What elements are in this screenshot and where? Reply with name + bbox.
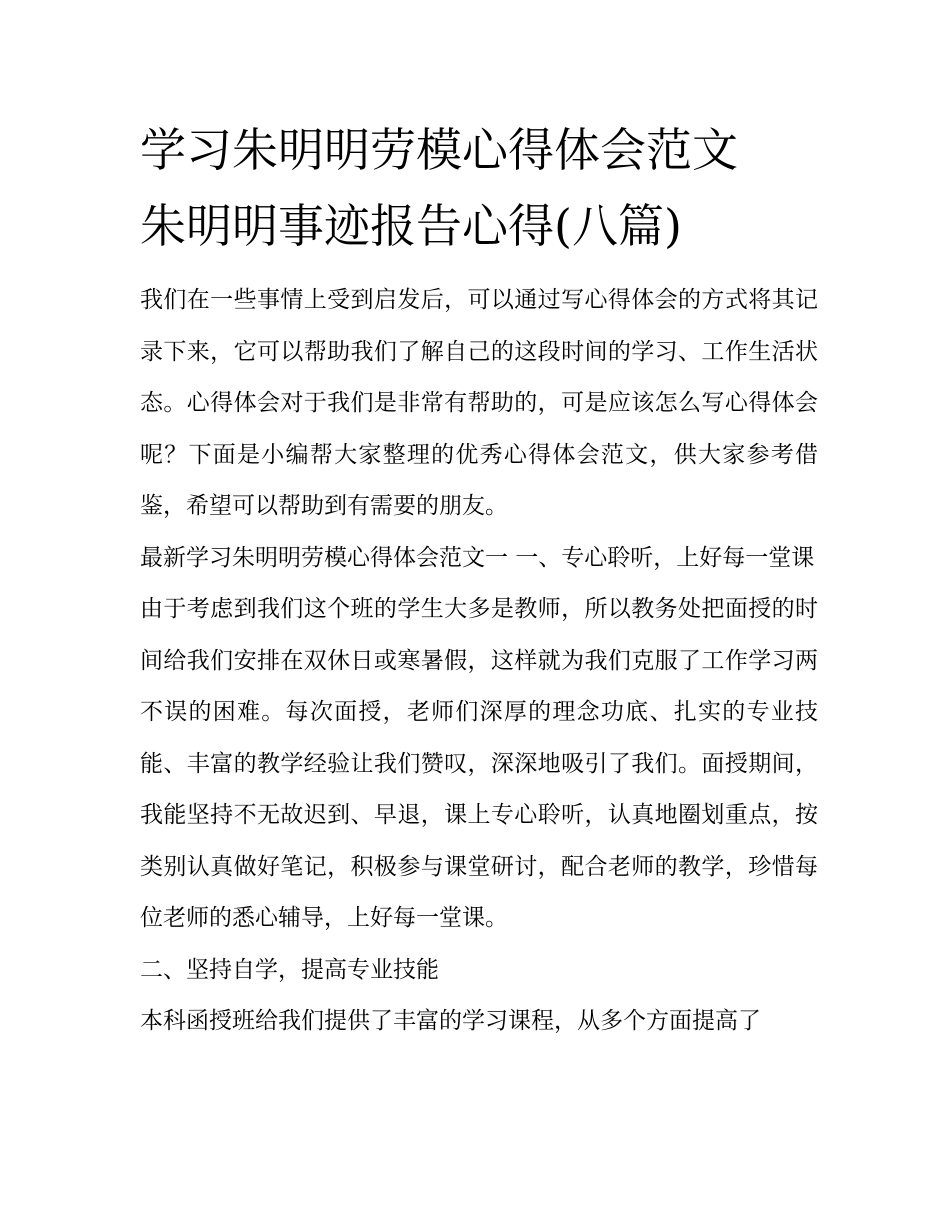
paragraph-section-1: 由于考虑到我们这个班的学生大多是教师，所以教务处把面授的时间给我们安排在双休日或寒暑假，这样就为我们克服了工作学习两不误的困难。每次面授，老师们深厚的理念功底、扎实的专业技能、丰富的教学经验让我们赞叹，深深地吸引了我们。面授期间，我能坚持不无故迟到、早退，课上专心聆听，认真地圈划重点，按类别认真做好笔记，积极参与课堂研讨，配合老师的教学，珍惜每位老师的悉心辅导，上好每一堂课。 [140,596,818,931]
document-body [140,275,818,1048]
paragraph-intro: 我们在一些事情上受到启发后，可以通过写心得体会的方式将其记录下来，它可以帮助我们了解自己的这段时间的学习、工作生活状态。心得体会对于我们是非常有帮助的，可是应该怎么写心得体会呢？下面是小编帮大家整理的优秀心得体会范文，供大家参考借鉴，希望可以帮助到有需要的朋友。 [140,287,818,519]
paragraph-section-2: 本科函授班给我们提供了丰富的学习课程，从多个方面提高了 [140,1008,761,1034]
title-line-2: 朱明明事迹报告心得(八篇) [140,199,682,253]
document-title [140,112,820,264]
paragraph-heading-1: 最新学习朱明明劳模心得体会范文一 一、专心聆听，上好每一堂课 [140,544,815,571]
title-line-1: 学习朱明明劳模心得体会范文 [140,123,738,177]
paragraph-heading-2: 二、坚持自学，提高专业技能 [140,956,439,983]
